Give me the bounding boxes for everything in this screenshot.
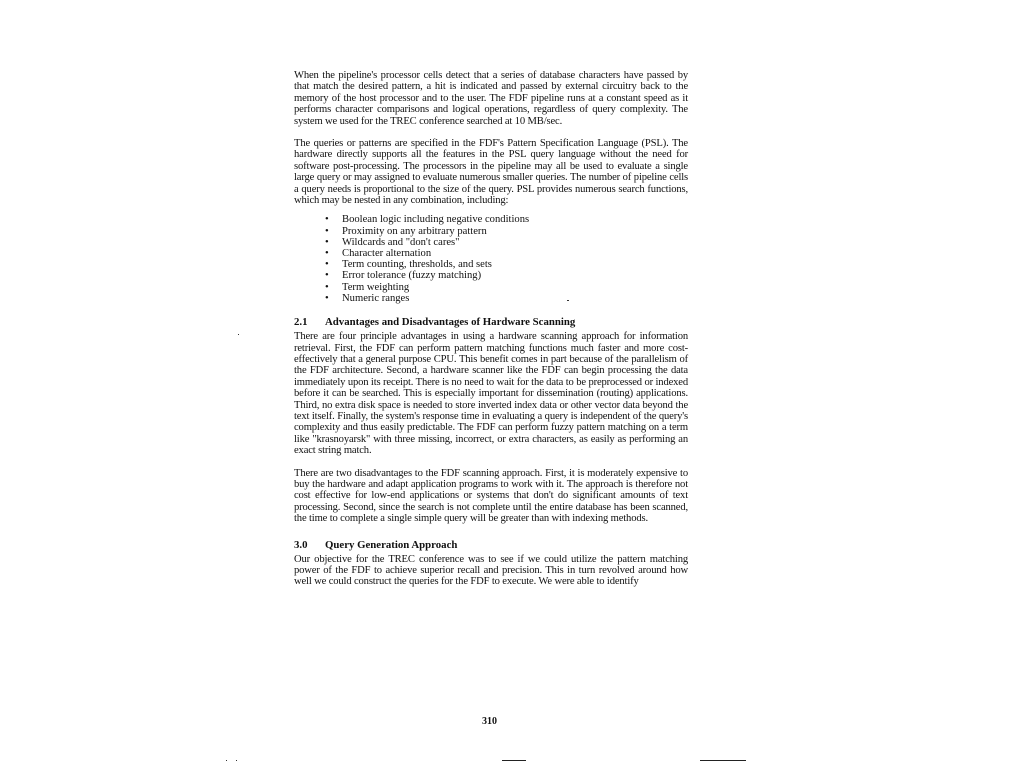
paragraph-query-generation: Our objective for the TREC conference was to see if we could utilize the pattern matching power of the FDF to achieve superior recall and precision. This in turn revolved around how well we could construct the queries for the FDF to execute. We were able to identify xyxy=(294,553,688,588)
section-number: 2.1 xyxy=(294,316,308,329)
list-item: • Numeric ranges xyxy=(325,292,410,304)
paragraph-disadvantages: There are two disadvantages to the FDF scanning approach. First, it is moderately expensive to buy the hardware and adapt application programs to work with it. The approach is therefore not cost effective for low-end applications or systems that don't do significant amounts of text processing. Second, since the search is not complete until the entire database has been scanned, the time to complete a single simple query will be greater than with indexing methods. xyxy=(294,467,688,525)
document-page xyxy=(294,70,688,599)
scan-speck xyxy=(226,760,227,761)
list-item: • Boolean logic including negative conditions xyxy=(325,214,530,226)
bullet-icon: • xyxy=(325,292,329,304)
scan-mark xyxy=(502,760,526,761)
section-heading-2-1 xyxy=(294,316,688,328)
scan-mark xyxy=(700,760,746,761)
bullet-icon: • xyxy=(325,236,329,248)
section-heading-3-0 xyxy=(294,539,688,551)
paragraph-psl: The queries or patterns are specified in the FDF's Pattern Specification Language (PSL). The hardware directly supports all the features in the PSL query language without the need for software post-processing. The processors in the pipeline may all be used to evaluate a single large query or may assigned to evaluate numerous smaller queries. The number of pipeline cells a query needs is proportional to the size of the query. PSL provides numerous search functions, which may be nested in any combination, including: xyxy=(294,138,688,207)
list-item: • Term counting, thresholds, and sets xyxy=(325,259,492,271)
bullet-icon: • xyxy=(325,259,329,271)
section-title: Advantages and Disadvantages of Hardware Scanning xyxy=(325,316,576,329)
list-item: • Error tolerance (fuzzy matching) xyxy=(325,270,482,282)
bullet-icon: • xyxy=(325,248,329,260)
section-number: 3.0 xyxy=(294,538,308,551)
list-item: • Wildcards and "don't cares" xyxy=(325,236,460,248)
list-item: • Character alternation xyxy=(325,248,432,260)
section-title: Query Generation Approach xyxy=(325,538,458,551)
paragraph-advantages: There are four principle advantages in using a hardware scanning approach for information retrieval. First, the FDF can perform pattern matching functions much faster and more cost-effectively that a general purpose CPU. This benefit comes in part because of the parallelism of the FDF architecture. Second, a hardware scanner like the FDF can begin processing the data immediately upon its receipt. There is no need to wait for the data to be preprocessed or indexed before it can be searched. This is especially important for dissemination (routing) applications. Third, no extra disk space is needed to store inverted index data or other vector data beyond the text itself. Finally, the system's response time in evaluating a query is independent of the query's complexity and thus easily predictable. The FDF can perform fuzzy pattern matching on a term like "krasnoyarsk" with three missing, incorrect, or extra characters, as easily as performing an exact string match. xyxy=(294,331,688,457)
scan-speck xyxy=(238,334,239,335)
bullet-icon: • xyxy=(325,270,329,282)
scan-speck xyxy=(567,300,569,301)
bullet-icon: • xyxy=(325,281,329,293)
bullet-icon: • xyxy=(325,214,329,226)
page-number: 310 xyxy=(482,716,497,727)
list-item: • Term weighting xyxy=(325,281,410,293)
bullet-icon: • xyxy=(325,225,329,237)
psl-feature-list xyxy=(294,214,688,304)
list-item: • Proximity on any arbitrary pattern xyxy=(325,225,487,237)
scan-speck xyxy=(236,760,237,761)
paragraph-pipeline-hits: When the pipeline's processor cells detect that a series of database characters have passed by that match the desired pattern, a hit is indicated and passed by external circuitry back to the memory of the host processor and to the user. The FDF pipeline runs at a constant speed as it performs character comparisons and logical operations, regardless of query complexity. The system we used for the TREC conference searched at 10 MB/sec. xyxy=(294,70,688,127)
